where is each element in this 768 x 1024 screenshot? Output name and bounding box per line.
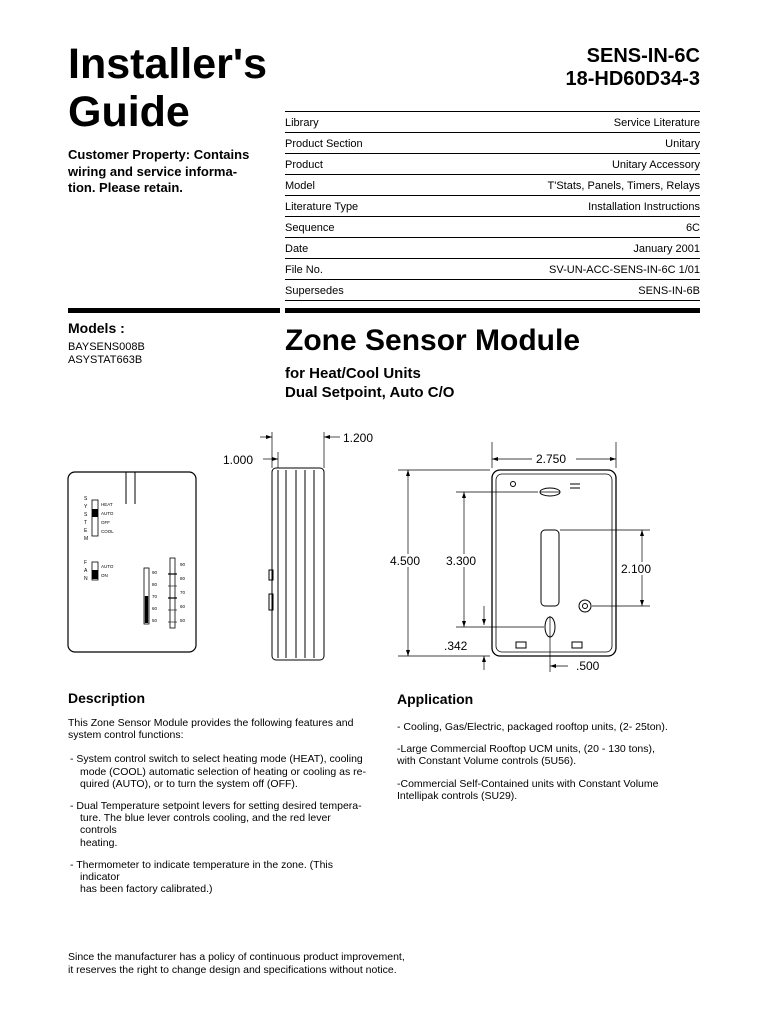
front-view-drawing xyxy=(68,472,196,652)
setpoint-levers xyxy=(168,558,186,628)
row-label: Date xyxy=(285,242,309,255)
row-label: Supersedes xyxy=(285,284,344,297)
row-value: Installation Instructions xyxy=(588,200,700,213)
row-value: 6C xyxy=(685,221,700,234)
footer-line: it reserves the right to change design and specifications without notice. xyxy=(68,964,397,976)
doc-title xyxy=(68,40,267,136)
setpoint-scale-label: 60 xyxy=(180,604,186,609)
fan-letter: A xyxy=(84,568,88,574)
row-label: Sequence xyxy=(285,221,335,234)
footer-line: Since the manufacturer has a policy of continuous product improvement, xyxy=(68,951,405,963)
thermometer xyxy=(144,568,158,624)
doc-title-line: Guide xyxy=(68,88,190,136)
doc-codes xyxy=(565,45,700,91)
thermometer-scale-label: 90 xyxy=(152,570,158,575)
fan-mode-label: ON xyxy=(101,573,108,578)
subtitle-line: Dual Setpoint, Auto C/O xyxy=(285,384,455,401)
dimension-label: 2.750 xyxy=(536,452,567,466)
dimension-label: 1.200 xyxy=(343,431,374,445)
description-item xyxy=(68,753,368,790)
description-intro xyxy=(68,717,368,741)
system-letter: E xyxy=(84,528,88,534)
row-label: Model xyxy=(285,179,315,192)
model-number: BAYSENS008B xyxy=(68,341,145,353)
thermometer-scale-label: 60 xyxy=(152,606,158,611)
notice-line: tion. Please retain. xyxy=(68,180,183,195)
dimension-label: .500 xyxy=(576,659,600,673)
row-label: File No. xyxy=(285,263,323,276)
fan-letter: F xyxy=(84,560,88,566)
notice-line: wiring and service informa- xyxy=(68,163,238,179)
description-line: heating. xyxy=(80,836,118,849)
table-row xyxy=(285,217,700,238)
row-value: Service Literature xyxy=(613,116,700,129)
row-value: January 2001 xyxy=(633,242,700,255)
row-value: T'Stats, Panels, Timers, Relays xyxy=(547,179,700,192)
description-line: - Thermometer to indicate temperature in the zone. (This indicator xyxy=(70,858,334,884)
thermometer-scale-label: 80 xyxy=(152,582,158,587)
description-line: This Zone Sensor Module provides the following features and xyxy=(68,717,354,729)
dimension-label: 1.000 xyxy=(223,453,254,467)
system-mode-label: OFF xyxy=(101,520,110,525)
dimension-label: .342 xyxy=(444,639,468,653)
application-line: - Cooling, Gas/Electric, packaged rooftop units, (2- 25ton). xyxy=(397,721,668,733)
customer-property-notice xyxy=(68,147,283,197)
table-row xyxy=(285,238,700,259)
dimension-label: 3.300 xyxy=(446,554,477,568)
table-row xyxy=(285,259,700,280)
description-heading: Description xyxy=(68,690,146,706)
system-mode-label: AUTO xyxy=(101,511,114,516)
section-divider xyxy=(285,308,700,313)
footer-disclaimer xyxy=(68,951,405,977)
description-line: quired (AUTO), or to turn the system off (OFF). xyxy=(80,777,298,790)
table-row xyxy=(285,154,700,175)
setpoint-scale-label: 70 xyxy=(180,590,186,595)
dimension-label: 4.500 xyxy=(390,554,421,568)
row-label: Library xyxy=(285,116,319,129)
setpoint-scale-label: 50 xyxy=(180,618,186,623)
thermometer-scale-label: 50 xyxy=(152,618,158,623)
application-line: -Large Commercial Rooftop UCM units, (20 - 130 tons), xyxy=(397,743,655,756)
application-line: -Commercial Self-Contained units with Constant Volume xyxy=(397,777,659,790)
doc-title-line: Installer's xyxy=(68,40,268,88)
subtitle-line: for Heat/Cool Units xyxy=(285,365,421,382)
row-label: Product xyxy=(285,158,323,171)
table-row xyxy=(285,196,700,217)
model-number: ASYSTAT663B xyxy=(68,354,143,366)
system-switch xyxy=(84,496,114,542)
table-row xyxy=(285,133,700,154)
system-letter: T xyxy=(84,520,88,526)
models-heading: Models : xyxy=(68,320,125,336)
back-view-drawing xyxy=(388,442,660,673)
fan-mode-label: AUTO xyxy=(101,564,114,569)
product-subtitle xyxy=(285,364,454,402)
table-row xyxy=(285,112,700,133)
system-letter: M xyxy=(84,536,89,542)
doc-code: 18-HD60D34-3 xyxy=(565,68,700,90)
row-value: Unitary xyxy=(665,137,700,150)
literature-info-table xyxy=(285,111,700,301)
setpoint-scale-label: 90 xyxy=(180,562,186,567)
application-line: with Constant Volume controls (5U56). xyxy=(397,755,577,768)
description-line: - System control switch to select heating mode (HEAT), cooling xyxy=(70,753,363,766)
section-divider xyxy=(68,308,280,313)
description-line: mode (COOL) automatic selection of heating or cooling as re- xyxy=(80,765,366,778)
system-mode-label: HEAT xyxy=(101,502,113,507)
dimension-label: 2.100 xyxy=(621,562,652,576)
row-label: Product Section xyxy=(285,137,363,150)
description-item xyxy=(68,800,368,849)
setpoint-scale-label: 80 xyxy=(180,576,186,581)
doc-code: SENS-IN-6C xyxy=(586,45,700,67)
row-label: Literature Type xyxy=(285,200,359,213)
system-letter: S xyxy=(84,512,88,518)
row-value: SV-UN-ACC-SENS-IN-6C 1/01 xyxy=(549,263,700,276)
application-item xyxy=(397,778,697,802)
table-row xyxy=(285,280,700,301)
table-row xyxy=(285,175,700,196)
models-list xyxy=(68,341,145,367)
notice-line: Customer Property: Contains xyxy=(68,147,250,162)
description-line: - Dual Temperature setpoint levers for setting desired tempera- xyxy=(70,800,362,813)
description-line: system control functions: xyxy=(68,729,184,742)
system-letter: S xyxy=(84,496,88,502)
thermometer-scale-label: 70 xyxy=(152,594,158,599)
description-body xyxy=(68,717,368,905)
fan-letter: N xyxy=(84,576,88,582)
application-item xyxy=(397,743,697,767)
application-item xyxy=(397,721,697,733)
row-value: Unitary Accessory xyxy=(611,158,700,171)
side-view-drawing xyxy=(223,431,373,660)
description-line: has been factory calibrated.) xyxy=(80,883,213,896)
description-item xyxy=(68,859,368,896)
application-body xyxy=(397,721,697,812)
system-letter: Y xyxy=(84,504,88,510)
row-value: SENS-IN-6B xyxy=(638,284,700,297)
fan-switch xyxy=(84,560,114,582)
description-line: ture. The blue lever controls cooling, and the red lever controls xyxy=(80,812,331,837)
application-heading: Application xyxy=(397,691,474,707)
system-mode-label: COOL xyxy=(101,529,114,534)
application-line: Intellipak controls (SU29). xyxy=(397,789,518,802)
product-title: Zone Sensor Module xyxy=(285,324,581,357)
zone-sensor-dimension-drawings xyxy=(60,420,660,680)
